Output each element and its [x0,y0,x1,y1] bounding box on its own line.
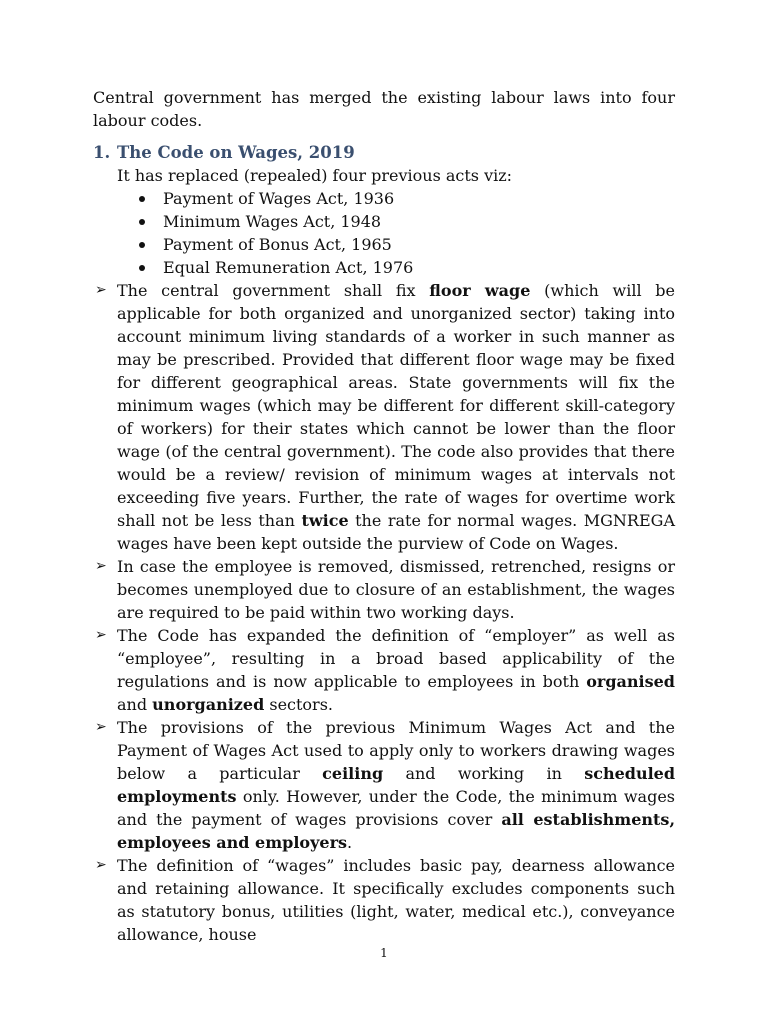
bullet-icon [139,196,145,202]
list-item: Minimum Wages Act, 1948 [139,210,675,233]
repealed-acts-list [93,187,675,279]
point-payment-timeline: ➢ In case the employee is removed, dismissed, retrenched, resigns or becomes unemployed due to closure of an establishment, the wages are required to be paid within two working days. [95,557,675,622]
bullet-icon [139,219,145,225]
section-heading [93,141,675,164]
section-number: 1. [93,143,111,162]
point-coverage: ➢ The provisions of the previous Minimum Wages Act and the Payment of Wages Act used to apply only to workers drawing wages below a particular ceiling and working in scheduled employments only. However, under the Code, the minimum wages and the payment of wages provisions cover all establishments, employees and employers. [95,718,676,852]
list-item: Equal Remuneration Act, 1976 [139,256,675,279]
point-floor-wage: ➢ The central government shall fix floor wage (which will be applicable for both organized and unorganized sector) taking into account minimum living standards of a worker in such manner as may be prescribed. Provided that different floor wage may be fixed for different geographical areas. State governments will fix the minimum wages (which may be different for different skill-category of workers) for their states which cannot be lower than the floor wage (of the central government). The code also provides that there would be a review/ revision of minimum wages at intervals not exceeding five years. Further, the rate of wages for overtime work shall not be less than twice the rate for normal wages. MGNREGA wages have been kept outside the purview of Code on Wages. [95,281,676,553]
arrow-bullet-icon: ➢ [95,719,107,735]
bullet-icon [139,242,145,248]
point-employer-definition: ➢ The Code has expanded the definition of “employer” as well as “employee”, resulting in a broad based applicability of the regulations and is now applicable to employees in both organised and unorganized sectors. [95,626,675,714]
bullet-icon [139,265,145,271]
intro-paragraph: Central government has merged the existing labour laws into four labour codes. [93,88,675,130]
point-wages-definition: ➢ The definition of “wages” includes basic pay, dearness allowance and retaining allowance. It specifically excludes components such as statutory bonus, utilities (light, water, medical etc.), conveyance allowance, house [95,856,675,944]
section-title: The Code on Wages, 2019 [117,143,355,162]
document-page [93,86,675,946]
replaced-acts-intro: It has replaced (repealed) four previous acts viz: [117,166,513,185]
list-item: Payment of Wages Act, 1936 [139,187,675,210]
key-points-list [93,279,675,946]
arrow-bullet-icon: ➢ [95,857,107,873]
list-item: Payment of Bonus Act, 1965 [139,233,675,256]
arrow-bullet-icon: ➢ [95,282,107,298]
arrow-bullet-icon: ➢ [95,627,107,643]
page-number: 1 [380,946,388,960]
arrow-bullet-icon: ➢ [95,558,107,574]
